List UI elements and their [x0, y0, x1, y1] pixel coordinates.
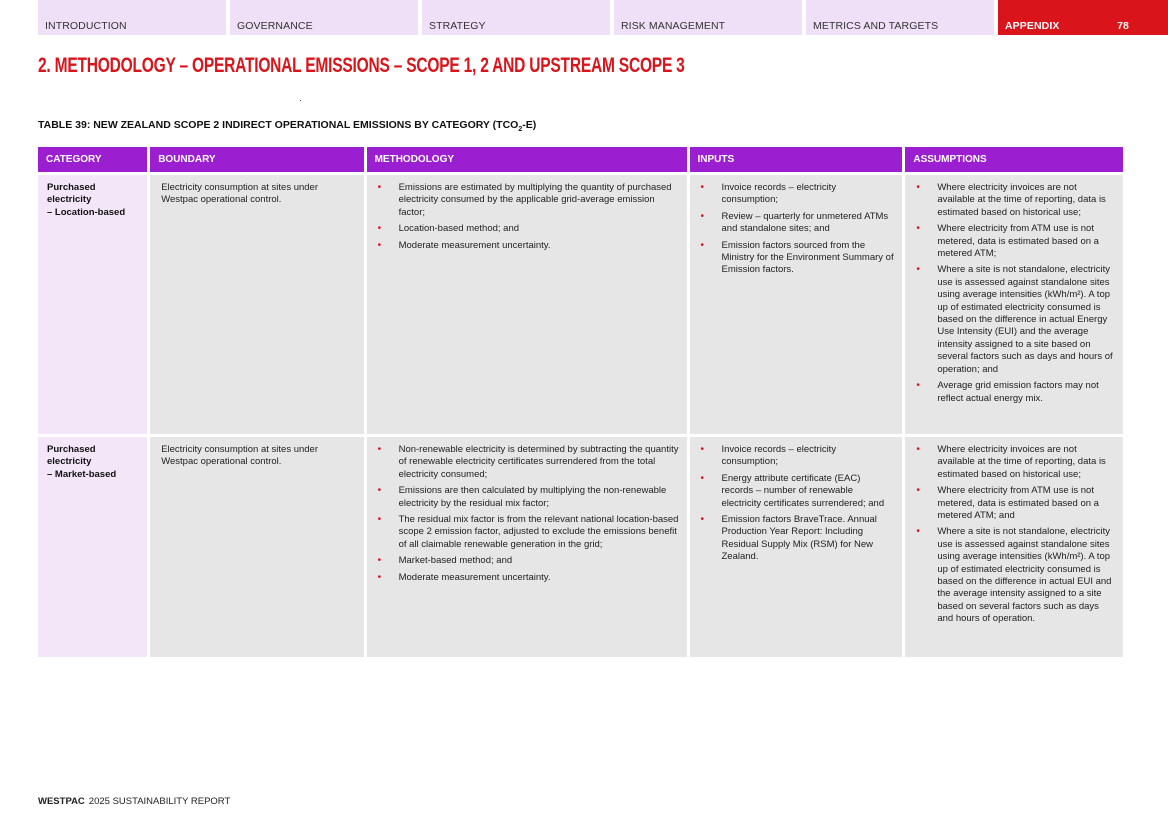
- tab-metrics-and-targets[interactable]: METRICS AND TARGETS: [806, 0, 994, 35]
- methodology-cell: [367, 175, 687, 434]
- boundary-cell: Electricity consumption at sites under Westpac operational control.: [150, 175, 363, 434]
- list-item: • Non-renewable electricity is determined by subtracting the quantity of renewable electricity certificates surrendered from the total electricity consumed;: [378, 444, 679, 481]
- tab-strategy[interactable]: STRATEGY: [422, 0, 610, 35]
- list-item: • Invoice records – electricity consumption;: [701, 182, 895, 207]
- assumptions-cell: [905, 175, 1123, 434]
- header-methodology: METHODOLOGY: [367, 147, 687, 172]
- list-item: • Where electricity from ATM use is not metered, data is estimated based on a metered ATM; and: [916, 485, 1115, 522]
- header-inputs: INPUTS: [690, 147, 903, 172]
- methodology-cell: [367, 437, 687, 657]
- category-line: electricity: [47, 456, 92, 468]
- list-item: • Where a site is not standalone, electricity use is assessed against standalone sites using average intensities (kWh/m²). A top up of estimated electricity consumed is based on the difference in actual EUI and the average intensity assigned to a site based on several factors such as days and hours of operation.: [916, 526, 1115, 625]
- list-item: • Where electricity invoices are not available at the time of reporting, data is estimated based on historical use;: [916, 444, 1115, 481]
- table-row: [38, 437, 1123, 657]
- list-item: • Energy attribute certificate (EAC) records – number of renewable electricity certificates surrendered; and: [701, 473, 895, 510]
- category-line: Purchased: [47, 444, 96, 455]
- table-row: [38, 175, 1123, 434]
- list-item: • Emission factors BraveTrace. Annual Production Year Report: Including Residual Supply Mix (RSM) for New Zealand.: [701, 514, 895, 564]
- category-cell: [38, 437, 147, 657]
- list-item: • Moderate measurement uncertainty.: [378, 240, 679, 252]
- footer-brand: WESTPAC: [38, 796, 85, 807]
- boundary-cell: Electricity consumption at sites under Westpac operational control.: [150, 437, 363, 657]
- emissions-table: [35, 144, 1126, 660]
- page-number: 78: [1117, 20, 1129, 32]
- category-line: – Market-based: [47, 468, 117, 480]
- tab-risk-management[interactable]: RISK MANAGEMENT: [614, 0, 802, 35]
- top-navigation: [38, 0, 1168, 35]
- list-item: • Emissions are then calculated by multiplying the non-renewable electricity by the residual mix factor;: [378, 485, 679, 510]
- list-item: • Emissions are estimated by multiplying the quantity of purchased electricity consumed by the applicable grid-average emission factor;: [378, 182, 679, 219]
- inputs-cell: [690, 437, 903, 657]
- header-category: CATEGORY: [38, 147, 147, 172]
- stray-dot: [300, 100, 301, 101]
- caption-suffix: -E): [522, 119, 537, 131]
- header-assumptions: ASSUMPTIONS: [905, 147, 1123, 172]
- category-cell: [38, 175, 147, 434]
- list-item: • Location-based method; and: [378, 223, 679, 235]
- category-line: – Location-based: [47, 206, 126, 218]
- list-item: • Review – quarterly for unmetered ATMs and standalone sites; and: [701, 211, 895, 236]
- list-item: • Where electricity invoices are not available at the time of reporting, data is estimated based on historical use;: [916, 182, 1115, 219]
- list-item: • Average grid emission factors may not reflect actual energy mix.: [916, 380, 1115, 405]
- category-line: Purchased: [47, 182, 96, 193]
- inputs-cell: [690, 175, 903, 434]
- header-boundary: BOUNDARY: [150, 147, 363, 172]
- list-item: • Emission factors sourced from the Ministry for the Environment Summary of Emission factors.: [701, 240, 895, 277]
- category-line: electricity: [47, 194, 92, 206]
- assumptions-cell: [905, 437, 1123, 657]
- footer-text: 2025 SUSTAINABILITY REPORT: [88, 796, 231, 807]
- list-item: • Invoice records – electricity consumption;: [701, 444, 895, 469]
- list-item: • Where a site is not standalone, electricity use is assessed against standalone sites using average intensities (kWh/m²). A top up of estimated electricity consumed is based on the difference in actual Energy Use Intensity (EUI) and the average intensity assigned to a site based on several factors such as days and hours of operation; and: [916, 264, 1115, 376]
- tab-appendix[interactable]: [998, 0, 1168, 35]
- list-item: • Market-based method; and: [378, 555, 679, 567]
- list-item: • Where electricity from ATM use is not metered, data is estimated based on a metered ATM;: [916, 223, 1115, 260]
- page-footer: [38, 796, 230, 807]
- list-item: • The residual mix factor is from the relevant national location-based scope 2 emission factor, adjusted to exclude the emissions benefit of all claimable renewable generation in the grid;: [378, 514, 679, 551]
- table-caption: [38, 119, 536, 133]
- caption-subscript: 2: [518, 126, 523, 134]
- tab-governance[interactable]: GOVERNANCE: [230, 0, 418, 35]
- tab-introduction[interactable]: INTRODUCTION: [38, 0, 226, 35]
- table-header-row: [38, 147, 1123, 172]
- list-item: • Moderate measurement uncertainty.: [378, 572, 679, 584]
- tab-appendix-label: APPENDIX: [1005, 20, 1060, 32]
- page-title: 2. METHODOLOGY – OPERATIONAL EMISSIONS – SCOPE 1, 2 AND UPSTREAM SCOPE 3: [38, 54, 685, 77]
- caption-text: TABLE 39: NEW ZEALAND SCOPE 2 INDIRECT OPERATIONAL EMISSIONS BY CATEGORY (TCO: [38, 119, 519, 131]
